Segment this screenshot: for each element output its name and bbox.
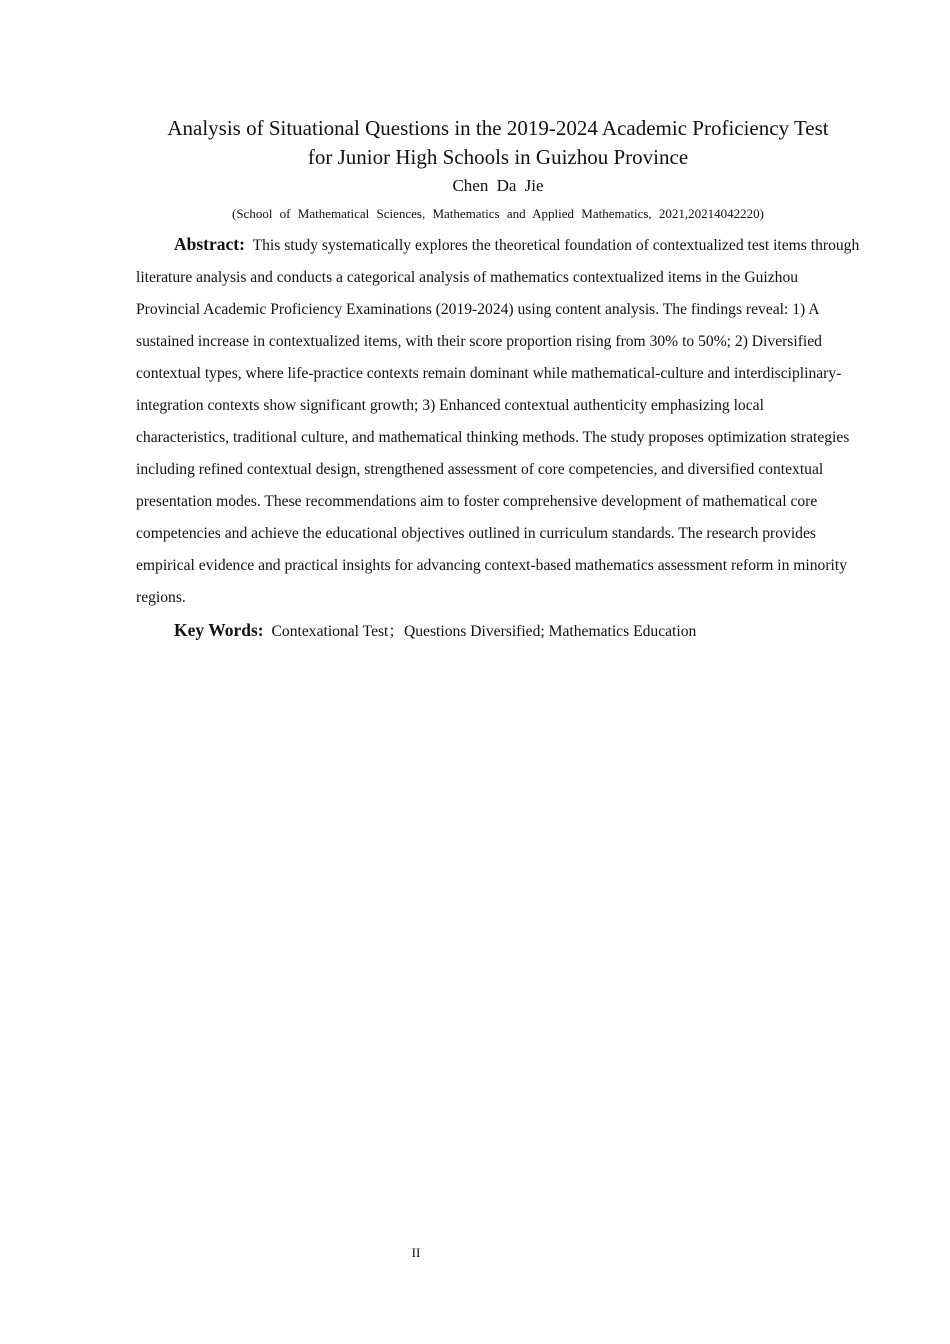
page-number: II — [411, 1245, 421, 1260]
keywords-paragraph — [136, 614, 860, 648]
title-line-1: Analysis of Situational Questions in the 2019-2024 Academic Proficiency Test — [167, 116, 829, 140]
paper-title — [136, 114, 860, 172]
abstract-label: Abstract: — [174, 234, 245, 254]
abstract-text: This study systematically explores the theoretical foundation of contextualized test items through literature analysis and conducts a categorical analysis of mathematics contextualized items in the Guizhou Provincial Academic Proficiency Examinations (2019-2024) using content analysis. The findings reveal: 1) A sustained increase in contextualized items, with their score proportion rising from 30% to 50%; 2) Diversified contextual types, where life-practice contexts remain dominant while mathematical-culture and interdisciplinary-integration contexts show significant growth; 3) Enhanced contextual authenticity emphasizing local characteristics, traditional culture, and mathematical thinking methods. The study proposes optimization strategies including refined contextual design, strengthened assessment of core competencies, and diversified contextual presentation modes. These recommendations aim to foster comprehensive development of mathematical core competencies and achieve the educational objectives outlined in curriculum standards. The research provides empirical evidence and practical insights for advancing context-based mathematics assessment reform in minority regions. — [136, 237, 860, 606]
keywords-label: Key Words: — [174, 620, 264, 640]
author-name: Chen Da Jie — [452, 176, 544, 195]
keywords-text: Contexational Test；Questions Diversified; Mathematics Education — [271, 623, 697, 640]
author-affiliation: (School of Mathematical Sciences, Mathematics and Applied Mathematics, 2021,20214042220) — [231, 206, 765, 221]
abstract-page — [136, 114, 860, 648]
title-line-2: for Junior High Schools in Guizhou Province — [307, 145, 689, 169]
abstract-paragraph — [136, 228, 860, 614]
